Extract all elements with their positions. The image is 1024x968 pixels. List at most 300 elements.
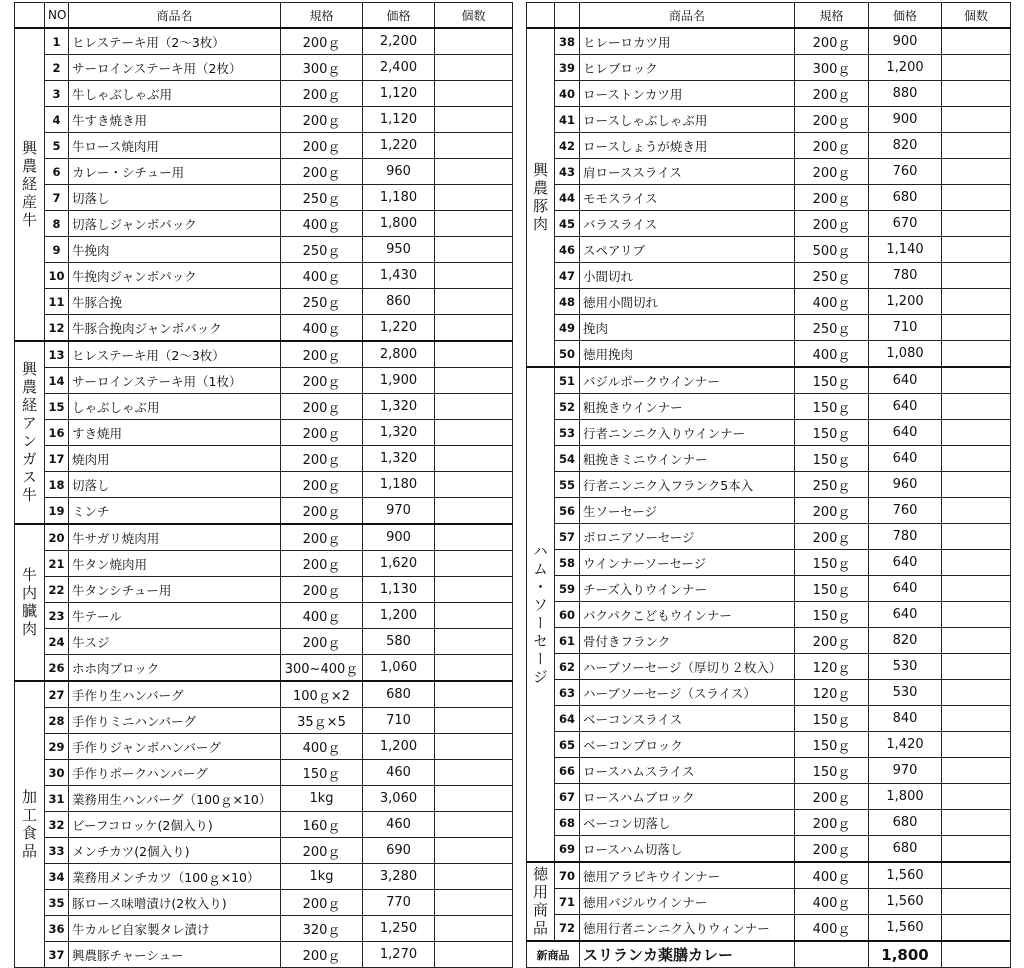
product-name: ホホ肉ブロック [69, 655, 281, 682]
product-no: 2 [45, 55, 69, 81]
product-name: 興農豚チャーシュー [69, 942, 281, 968]
product-no: 3 [45, 81, 69, 107]
product-price: 680 [363, 681, 435, 708]
product-price: 960 [869, 472, 942, 498]
quantity-cell[interactable] [435, 289, 513, 315]
product-spec: 400ｇ [795, 915, 869, 942]
product-row [527, 810, 1011, 836]
product-price: 1,800 [363, 211, 435, 237]
product-no: 20 [45, 524, 69, 551]
quantity-cell[interactable] [942, 784, 1011, 810]
product-row [15, 368, 513, 394]
quantity-cell[interactable] [942, 420, 1011, 446]
product-row [527, 341, 1011, 368]
product-row [15, 289, 513, 315]
product-name: バラスライス [580, 211, 795, 237]
product-no: 10 [45, 263, 69, 289]
product-row [527, 211, 1011, 237]
quantity-cell[interactable] [435, 708, 513, 734]
product-price: 900 [363, 524, 435, 551]
product-no: 4 [45, 107, 69, 133]
product-spec: 150ｇ [795, 706, 869, 732]
quantity-cell[interactable] [435, 838, 513, 864]
product-name: 徳用アラビキウインナー [580, 862, 795, 889]
product-price: 1,200 [869, 55, 942, 81]
quantity-cell[interactable] [942, 263, 1011, 289]
product-name: サーロインステーキ用（1枚） [69, 368, 281, 394]
quantity-cell[interactable] [942, 185, 1011, 211]
product-name: ボロニアソーセージ [580, 524, 795, 550]
quantity-cell[interactable] [435, 315, 513, 342]
product-row [527, 237, 1011, 263]
product-price: 970 [869, 758, 942, 784]
product-row [527, 315, 1011, 341]
quantity-cell[interactable] [942, 706, 1011, 732]
quantity-cell[interactable] [942, 159, 1011, 185]
product-name: 行者ニンニク入フランク5本入 [580, 472, 795, 498]
product-spec: 200ｇ [281, 577, 363, 603]
product-price: 820 [869, 628, 942, 654]
product-price: 710 [869, 315, 942, 341]
product-name: ハーブソーセージ（スライス） [580, 680, 795, 706]
quantity-cell[interactable] [435, 107, 513, 133]
product-row [15, 916, 513, 942]
quantity-cell[interactable] [942, 394, 1011, 420]
product-row [15, 315, 513, 342]
product-spec: 250ｇ [281, 237, 363, 263]
quantity-cell[interactable] [435, 916, 513, 942]
product-row [15, 159, 513, 185]
product-no: 28 [45, 708, 69, 734]
product-name: 牛豚合挽肉ジャンボパック [69, 315, 281, 342]
quantity-cell[interactable] [942, 550, 1011, 576]
product-price: 640 [869, 576, 942, 602]
product-row [527, 81, 1011, 107]
product-price: 640 [869, 602, 942, 628]
product-spec: 250ｇ [795, 472, 869, 498]
product-name: サーロインステーキ用（2枚） [69, 55, 281, 81]
product-name: 豚ロース味噌漬け(2枚入り) [69, 890, 281, 916]
product-no: 43 [555, 159, 580, 185]
product-spec: 150ｇ [795, 732, 869, 758]
new-product-label: 新商品 [527, 941, 580, 968]
product-name: 徳用挽肉 [580, 341, 795, 368]
product-spec: 200ｇ [281, 341, 363, 368]
product-name: 切落し [69, 185, 281, 211]
quantity-cell[interactable] [942, 654, 1011, 680]
name-header: 商品名 [69, 3, 281, 29]
product-no: 59 [555, 576, 580, 602]
category-label: 興農経産牛 [15, 28, 45, 341]
quantity-cell[interactable] [435, 603, 513, 629]
product-name: チーズ入りウインナー [580, 576, 795, 602]
product-name: ローストンカツ用 [580, 81, 795, 107]
product-spec: 300ｇ [281, 55, 363, 81]
product-spec: 500ｇ [795, 237, 869, 263]
product-name: 牛挽肉ジャンボパック [69, 263, 281, 289]
quantity-cell[interactable] [435, 551, 513, 577]
product-spec: 200ｇ [795, 185, 869, 211]
product-name: ベーコンブロック [580, 732, 795, 758]
quantity-cell[interactable] [435, 734, 513, 760]
quantity-cell[interactable] [942, 836, 1011, 863]
quantity-cell[interactable] [435, 420, 513, 446]
product-row [15, 55, 513, 81]
product-price: 1,900 [363, 368, 435, 394]
quantity-cell[interactable] [435, 185, 513, 211]
price-header: 価格 [363, 3, 435, 29]
product-price: 1,560 [869, 889, 942, 915]
product-no: 64 [555, 706, 580, 732]
quantity-cell[interactable] [942, 889, 1011, 915]
product-price: 3,280 [363, 864, 435, 890]
product-spec: 120ｇ [795, 654, 869, 680]
product-price: 900 [869, 107, 942, 133]
product-name: 手作り生ハンバーグ [69, 681, 281, 708]
quantity-cell[interactable] [435, 655, 513, 682]
product-no: 52 [555, 394, 580, 420]
product-no: 12 [45, 315, 69, 342]
qty-header: 個数 [942, 3, 1011, 29]
product-row [15, 81, 513, 107]
quantity-cell[interactable] [435, 341, 513, 368]
product-row [15, 133, 513, 159]
product-price: 960 [363, 159, 435, 185]
quantity-cell[interactable] [435, 890, 513, 916]
no-header [555, 3, 580, 29]
product-name: 小間切れ [580, 263, 795, 289]
quantity-cell[interactable] [435, 446, 513, 472]
product-table-left [14, 2, 513, 968]
product-spec: 1kg [281, 786, 363, 812]
product-name: 牛ロース焼肉用 [69, 133, 281, 159]
product-name: パクパクこどもウインナー [580, 602, 795, 628]
product-row [15, 237, 513, 263]
product-name: ヒレブロック [580, 55, 795, 81]
quantity-cell[interactable] [435, 681, 513, 708]
product-spec: 250ｇ [281, 289, 363, 315]
product-spec: 200ｇ [281, 133, 363, 159]
product-price: 1,220 [363, 315, 435, 342]
product-spec: 400ｇ [795, 341, 869, 368]
quantity-cell[interactable] [942, 915, 1011, 942]
product-price: 680 [869, 810, 942, 836]
product-price: 1,620 [363, 551, 435, 577]
product-row [15, 760, 513, 786]
product-row [15, 185, 513, 211]
quantity-cell[interactable] [942, 315, 1011, 341]
quantity-cell[interactable] [435, 812, 513, 838]
quantity-cell[interactable] [942, 680, 1011, 706]
product-price: 640 [869, 446, 942, 472]
product-spec: 200ｇ [281, 629, 363, 655]
product-no: 46 [555, 237, 580, 263]
product-no: 48 [555, 289, 580, 315]
quantity-cell[interactable] [942, 55, 1011, 81]
product-price: 680 [869, 185, 942, 211]
product-spec: 200ｇ [281, 420, 363, 446]
quantity-cell[interactable] [942, 107, 1011, 133]
quantity-cell[interactable] [435, 524, 513, 551]
product-price: 900 [869, 28, 942, 55]
product-no: 58 [555, 550, 580, 576]
quantity-cell[interactable] [435, 55, 513, 81]
product-no: 9 [45, 237, 69, 263]
product-price: 640 [869, 420, 942, 446]
product-row [527, 784, 1011, 810]
product-no: 38 [555, 28, 580, 55]
quantity-cell[interactable] [435, 629, 513, 655]
product-row [527, 55, 1011, 81]
product-no: 6 [45, 159, 69, 185]
product-price: 1,560 [869, 915, 942, 942]
product-no: 68 [555, 810, 580, 836]
quantity-cell[interactable] [942, 498, 1011, 524]
product-no: 53 [555, 420, 580, 446]
product-spec: 150ｇ [795, 420, 869, 446]
product-spec: 300~400ｇ [281, 655, 363, 682]
product-no: 61 [555, 628, 580, 654]
product-row [15, 263, 513, 289]
product-spec: 250ｇ [795, 315, 869, 341]
quantity-cell[interactable] [942, 862, 1011, 889]
quantity-cell[interactable] [942, 758, 1011, 784]
product-spec: 200ｇ [795, 524, 869, 550]
product-row [15, 446, 513, 472]
category-label: 興農豚肉 [527, 28, 555, 367]
product-no: 21 [45, 551, 69, 577]
product-row [15, 629, 513, 655]
product-no: 60 [555, 602, 580, 628]
product-name: 業務用メンチカツ（100ｇ×10） [69, 864, 281, 890]
product-spec: 200ｇ [795, 159, 869, 185]
product-row [527, 576, 1011, 602]
product-spec: 200ｇ [795, 211, 869, 237]
product-row [15, 341, 513, 368]
product-row [527, 159, 1011, 185]
product-spec: 200ｇ [281, 838, 363, 864]
product-name: 骨付きフランク [580, 628, 795, 654]
category-label: ハム・ソーセージ [527, 367, 555, 862]
product-spec: 150ｇ [795, 446, 869, 472]
quantity-cell[interactable] [942, 810, 1011, 836]
product-no: 1 [45, 28, 69, 55]
quantity-cell[interactable] [435, 211, 513, 237]
product-row [527, 732, 1011, 758]
product-row [15, 472, 513, 498]
product-row [527, 498, 1011, 524]
product-name: 手作りポークハンバーグ [69, 760, 281, 786]
quantity-cell[interactable] [435, 81, 513, 107]
product-no: 47 [555, 263, 580, 289]
product-spec: 150ｇ [795, 576, 869, 602]
product-row [15, 942, 513, 968]
product-no: 7 [45, 185, 69, 211]
product-row [15, 708, 513, 734]
product-name: 牛挽肉 [69, 237, 281, 263]
product-spec: 200ｇ [281, 524, 363, 551]
product-spec: 400ｇ [795, 289, 869, 315]
product-name: 行者ニンニク入りウインナー [580, 420, 795, 446]
product-row [527, 836, 1011, 863]
product-name: 切落しジャンボパック [69, 211, 281, 237]
product-name: 肩ローススライス [580, 159, 795, 185]
product-price: 1,130 [363, 577, 435, 603]
quantity-cell[interactable] [942, 446, 1011, 472]
product-no: 15 [45, 394, 69, 420]
product-spec: 150ｇ [281, 760, 363, 786]
quantity-cell[interactable] [942, 472, 1011, 498]
product-spec: 400ｇ [795, 862, 869, 889]
product-name: ハーブソーセージ（厚切り２枚入） [580, 654, 795, 680]
product-row [15, 107, 513, 133]
qty-header: 個数 [435, 3, 513, 29]
quantity-cell[interactable] [942, 211, 1011, 237]
product-row [527, 420, 1011, 446]
product-name: スペアリブ [580, 237, 795, 263]
quantity-cell[interactable] [942, 602, 1011, 628]
quantity-cell[interactable] [435, 368, 513, 394]
quantity-cell[interactable] [435, 864, 513, 890]
product-spec: 1kg [281, 864, 363, 890]
product-price: 1,120 [363, 107, 435, 133]
product-name: 粗挽きウインナー [580, 394, 795, 420]
product-price: 1,180 [363, 472, 435, 498]
quantity-cell[interactable] [435, 237, 513, 263]
product-row [15, 211, 513, 237]
product-price: 780 [869, 524, 942, 550]
quantity-cell[interactable] [942, 81, 1011, 107]
quantity-cell[interactable] [435, 394, 513, 420]
product-spec: 200ｇ [795, 810, 869, 836]
product-spec: 200ｇ [795, 81, 869, 107]
quantity-cell[interactable] [942, 628, 1011, 654]
product-no: 55 [555, 472, 580, 498]
product-name: ヒレステーキ用（2〜3枚） [69, 341, 281, 368]
product-no: 71 [555, 889, 580, 915]
quantity-cell[interactable] [435, 577, 513, 603]
product-no: 54 [555, 446, 580, 472]
product-spec: 200ｇ [795, 628, 869, 654]
product-no: 39 [555, 55, 580, 81]
product-price: 1,220 [363, 133, 435, 159]
product-price: 760 [869, 159, 942, 185]
product-name: ウインナーソーセージ [580, 550, 795, 576]
product-no: 69 [555, 836, 580, 863]
quantity-cell[interactable] [435, 942, 513, 968]
price-header: 価格 [869, 3, 942, 29]
product-price: 530 [869, 654, 942, 680]
product-price: 1,200 [869, 289, 942, 315]
product-no: 19 [45, 498, 69, 525]
quantity-cell[interactable] [435, 760, 513, 786]
quantity-cell[interactable] [942, 524, 1011, 550]
quantity-cell[interactable] [435, 786, 513, 812]
product-no: 37 [45, 942, 69, 968]
product-row [527, 862, 1011, 889]
product-name: ヒレステーキ用（2〜3枚） [69, 28, 281, 55]
product-no: 34 [45, 864, 69, 890]
product-price: 1,250 [363, 916, 435, 942]
product-price: 950 [363, 237, 435, 263]
product-row [15, 577, 513, 603]
product-name: 徳用行者ニンニク入りウィンナー [580, 915, 795, 942]
product-row [527, 628, 1011, 654]
product-name: ロースハムスライス [580, 758, 795, 784]
product-name: ロースハム切落し [580, 836, 795, 863]
quantity-cell[interactable] [942, 732, 1011, 758]
product-no: 23 [45, 603, 69, 629]
quantity-cell[interactable] [942, 341, 1011, 368]
product-spec: 200ｇ [795, 784, 869, 810]
quantity-cell[interactable] [942, 28, 1011, 55]
quantity-cell[interactable] [942, 576, 1011, 602]
product-row [527, 889, 1011, 915]
spec-header: 規格 [795, 3, 869, 29]
product-spec: 200ｇ [281, 498, 363, 525]
product-name: 牛カルビ自家製タレ漬け [69, 916, 281, 942]
product-name: 徳用バジルウインナー [580, 889, 795, 915]
quantity-cell[interactable] [435, 133, 513, 159]
product-price: 1,200 [363, 603, 435, 629]
product-no: 63 [555, 680, 580, 706]
product-spec: 200ｇ [795, 498, 869, 524]
new-product-spec [795, 941, 869, 968]
product-row [15, 890, 513, 916]
quantity-cell[interactable] [435, 263, 513, 289]
product-no: 26 [45, 655, 69, 682]
product-row [15, 655, 513, 682]
spec-header: 規格 [281, 3, 363, 29]
new-product-qty[interactable] [942, 941, 1011, 968]
product-no: 13 [45, 341, 69, 368]
product-spec: 400ｇ [281, 315, 363, 342]
product-no: 41 [555, 107, 580, 133]
product-name: 焼肉用 [69, 446, 281, 472]
product-price: 640 [869, 394, 942, 420]
product-name: 牛タン焼肉用 [69, 551, 281, 577]
product-spec: 200ｇ [281, 446, 363, 472]
product-price: 1,080 [869, 341, 942, 368]
product-no: 14 [45, 368, 69, 394]
quantity-cell[interactable] [435, 472, 513, 498]
product-price: 1,560 [869, 862, 942, 889]
product-price: 580 [363, 629, 435, 655]
product-spec: 200ｇ [795, 836, 869, 863]
category-label: 牛内臓肉 [15, 524, 45, 681]
product-row [15, 420, 513, 446]
category-label: 徳用商品 [527, 862, 555, 941]
quantity-cell[interactable] [435, 498, 513, 525]
product-no: 65 [555, 732, 580, 758]
quantity-cell[interactable] [435, 28, 513, 55]
new-product-price: 1,800 [869, 941, 942, 968]
product-no: 8 [45, 211, 69, 237]
product-name: 手作りミニハンバーグ [69, 708, 281, 734]
product-spec: 200ｇ [281, 81, 363, 107]
product-price: 770 [363, 890, 435, 916]
quantity-cell[interactable] [942, 289, 1011, 315]
product-name: ミンチ [69, 498, 281, 525]
quantity-cell[interactable] [942, 133, 1011, 159]
product-spec: 400ｇ [795, 889, 869, 915]
product-row [15, 864, 513, 890]
product-row [15, 838, 513, 864]
quantity-cell[interactable] [942, 237, 1011, 263]
quantity-cell[interactable] [942, 367, 1011, 394]
product-name: 手作りジャンボハンバーグ [69, 734, 281, 760]
quantity-cell[interactable] [435, 159, 513, 185]
